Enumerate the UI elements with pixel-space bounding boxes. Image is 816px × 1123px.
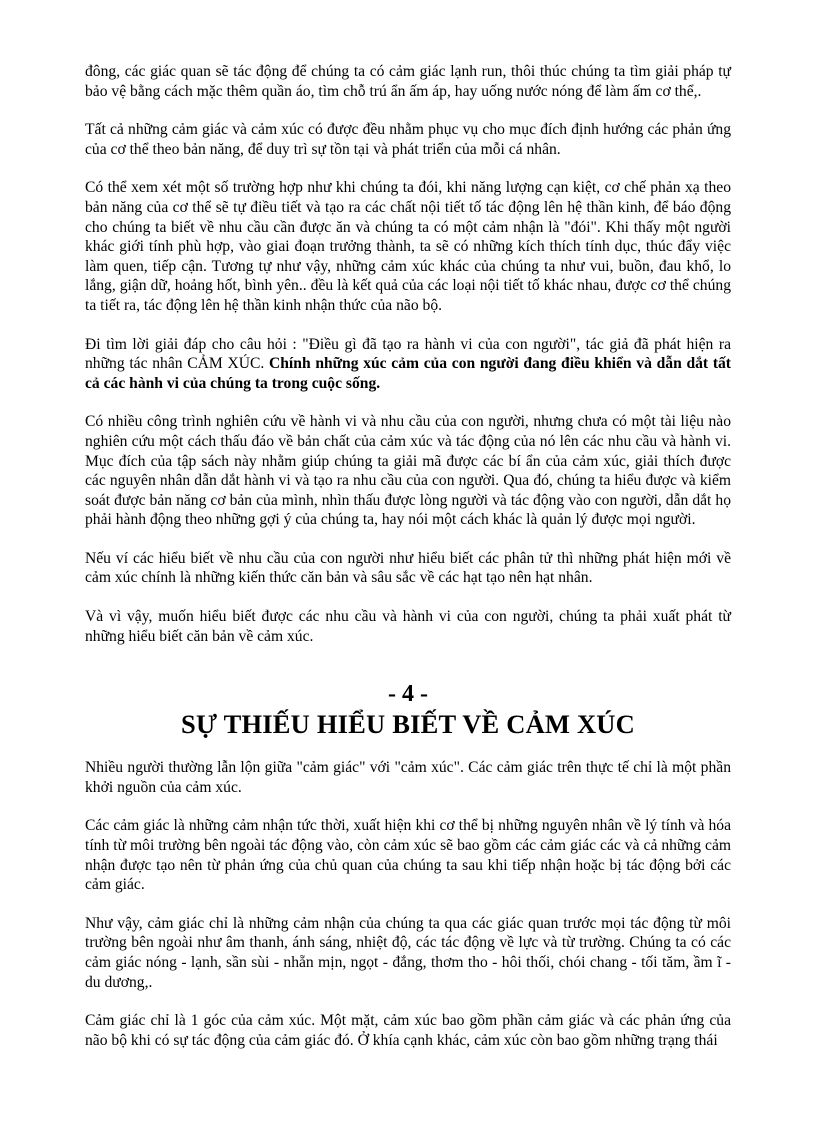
paragraph: Tất cả những cảm giác và cảm xúc có được đều nhằm phục vụ cho mục đích định hướng các phản ứng của cơ thể theo bản năng, để duy trì sự tồn tại và phát triển của mỗi cá nhân. bbox=[85, 121, 731, 158]
paragraph: Và vì vậy, muốn hiểu biết được các nhu cầu và hành vi của con người, chúng ta phải xuất phát từ những hiểu biết căn bản về cảm xúc. bbox=[85, 608, 731, 645]
paragraph: Như vậy, cảm giác chỉ là những cảm nhận của chúng ta qua các giác quan trước mọi tác động từ môi trường bên ngoài như âm thanh, ánh sáng, nhiệt độ, các tác động về lực và từ trường. Chúng ta có các cảm giác nóng - lạnh, sần sùi - nhẵn mịn, ngọt - đắng, thơm tho - hôi thối, chói chang - tối tăm, ầm ĩ - du dương,. bbox=[85, 914, 731, 991]
chapter-number: - 4 - bbox=[388, 681, 428, 708]
chapter-title: SỰ THIẾU HIỂU BIẾT VỀ CẢM XÚC bbox=[181, 709, 635, 740]
paragraph-text: Đi tìm lời giải đáp cho câu hỏi : "Điều gì đã tạo ra hành vi của con người", tác giả đã phát hiện ra những tác nhân CẢM XÚC. bbox=[85, 335, 731, 373]
paragraph: Có nhiều công trình nghiên cứu về hành vi và nhu cầu của con người, nhưng chưa có một tài liệu nào nghiên cứu một cách thấu đáo về bản chất của cảm xúc và tác động của nó lên các nhu cầu và hành vi. Mục đích của tập sách này nhằm giúp chúng ta giải mã được các bí ẩn của cảm xúc, giải thích được các nguyên nhân dẫn dắt hành vi và tạo ra nhu cầu của con người. Qua đó, chúng ta hiểu được và kiểm soát được bản năng cơ bản của mình, nhìn thấu được lòng người và tác động vào con người, dẫn dắt họ phải hành động theo những gợi ý của chúng ta, hay nói một cách khác là quản lý được mọi người. bbox=[85, 413, 731, 529]
paragraph: Có thể xem xét một số trường hợp như khi chúng ta đói, khi năng lượng cạn kiệt, cơ chế phản xạ theo bản năng của cơ thể sẽ tự điều tiết và tạo ra các chất nội tiết tố tác động lên hệ thần kinh, để báo động cho chúng ta biết về nhu cầu cần được ăn và chúng ta có một cảm nhận là "đói". Khi thấy một người khác giới tính phù hợp, vào giai đoạn trưởng thành, ta sẽ có những kích thích tính dục, thúc đẩy việc làm quen, tiếp cận. Tương tự như vậy, những cảm xúc khác của chúng ta như vui, buồn, đau khổ, lo lắng, giận dữ, hoảng hốt, bình yên.. đều là kết quả của các loại nội tiết tố khác nhau, được cơ thể chúng ta tiết ra, tác động lên hệ thần kinh nhận thức của não bộ. bbox=[85, 179, 731, 314]
paragraph-with-bold bbox=[85, 335, 731, 394]
bold-statement: Chính những xúc cảm của con người đang điều khiển và dẫn dắt tất cả các hành vi của chúng ta trong cuộc sống. bbox=[85, 355, 731, 392]
paragraph: đông, các giác quan sẽ tác động để chúng ta có cảm giác lạnh run, thôi thúc chúng ta tìm giải pháp tự bảo vệ bằng cách mặc thêm quần áo, tìm chỗ trú ẩn ấm áp, hay uống nước nóng để làm ấm cơ thể,. bbox=[85, 63, 731, 100]
paragraph: Nhiều người thường lẫn lộn giữa "cảm giác" với "cảm xúc". Các cảm giác trên thực tế chỉ là một phần khởi nguồn của cảm xúc. bbox=[85, 759, 731, 796]
paragraph: Nếu ví các hiểu biết về nhu cầu của con người như hiểu biết các phân tử thì những phát hiện mới về cảm xúc chính là những kiến thức căn bản và sâu sắc về các hạt tạo nên hạt nhân. bbox=[85, 549, 731, 587]
document-page bbox=[85, 62, 731, 1069]
paragraph: Các cảm giác là những cảm nhận tức thời, xuất hiện khi cơ thể bị những nguyên nhân về lý tính và hóa tính từ môi trường bên ngoài tác động vào, còn cảm xúc sẽ bao gồm các cảm giác các và cả những cảm nhận được tạo nên từ phản ứng của chủ quan của chúng ta sau khi tiếp nhận hoặc bị tác động bởi các cảm giác. bbox=[85, 817, 731, 894]
paragraph: Cảm giác chỉ là 1 góc của cảm xúc. Một mặt, cảm xúc bao gồm phần cảm giác và các phản ứng của não bộ khi có sự tác động của cảm giác đó. Ở khía cạnh khác, cảm xúc còn bao gồm những trạng thái bbox=[85, 1012, 731, 1049]
